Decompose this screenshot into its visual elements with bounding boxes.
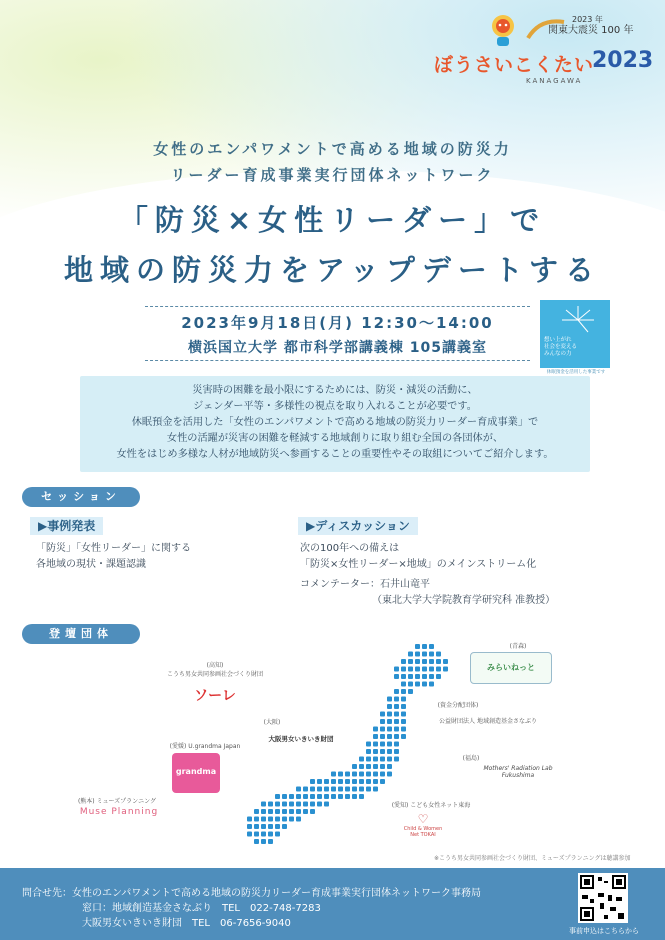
map-dot — [324, 779, 329, 784]
map-dot — [261, 824, 266, 829]
map-dot — [415, 682, 420, 687]
map-dot — [415, 644, 420, 649]
map-dot — [331, 772, 336, 777]
map-dot — [268, 809, 273, 814]
map-dot — [310, 802, 315, 807]
map-dot — [401, 704, 406, 709]
map-dot — [317, 794, 322, 799]
map-dot — [296, 794, 301, 799]
map-dot — [366, 749, 371, 754]
map-dot — [366, 772, 371, 777]
map-dot — [380, 734, 385, 739]
map-dot — [359, 757, 364, 762]
map-dot — [415, 667, 420, 672]
map-dot — [303, 809, 308, 814]
map-dot — [366, 779, 371, 784]
map-dot — [359, 794, 364, 799]
map-dot — [254, 809, 259, 814]
map-dot — [373, 772, 378, 777]
map-dot — [324, 794, 329, 799]
registration-qr-code[interactable] — [578, 873, 628, 923]
map-dot — [387, 719, 392, 724]
map-dot — [331, 794, 336, 799]
map-dot — [408, 659, 413, 664]
map-dot — [331, 787, 336, 792]
map-dot — [408, 652, 413, 657]
map-dot — [422, 644, 427, 649]
map-dot — [282, 824, 287, 829]
divider-top — [145, 306, 530, 307]
map-dot — [366, 757, 371, 762]
org-title-line2: リーダー育成事業実行団体ネットワーク — [170, 166, 495, 184]
map-dot — [373, 749, 378, 754]
map-dot — [422, 667, 427, 672]
map-dot — [254, 832, 259, 837]
map-dot — [275, 802, 280, 807]
map-dot — [261, 832, 266, 837]
map-dot — [394, 742, 399, 747]
map-dot — [422, 682, 427, 687]
map-dot — [345, 772, 350, 777]
badge-line2: 社会を変える — [544, 344, 578, 350]
mrl-name: Mothers' Radiation Lab Fukushima — [483, 765, 553, 779]
map-dot — [275, 794, 280, 799]
map-dot — [373, 734, 378, 739]
map-dot — [394, 749, 399, 754]
map-dot — [387, 734, 392, 739]
map-dot — [268, 832, 273, 837]
map-dot — [387, 712, 392, 717]
map-dot — [436, 674, 441, 679]
map-dot — [310, 779, 315, 784]
case-text-line1: 「防災」「女性リーダー」に関する — [36, 543, 191, 554]
map-dot — [429, 682, 434, 687]
map-dot — [394, 689, 399, 694]
muse-logo: Muse Planning — [79, 807, 159, 817]
map-dot — [408, 689, 413, 694]
map-dot — [380, 764, 385, 769]
map-dot — [359, 787, 364, 792]
org-name: ミューズプランニング — [96, 798, 157, 805]
map-dot — [345, 787, 350, 792]
map-dot — [310, 794, 315, 799]
map-dot — [394, 719, 399, 724]
org-region: (青森) — [509, 643, 527, 650]
map-dot — [387, 742, 392, 747]
discussion-line2: 「防災×女性リーダー×地域」のメインストリーム化 — [300, 559, 537, 570]
org-region: (愛媛) — [169, 743, 187, 750]
org-name: こども女性ネット東海 — [410, 802, 471, 809]
map-dot — [373, 764, 378, 769]
commentator-affiliation: （東北大学大学院教育学研究科 准教授） — [372, 595, 556, 606]
map-dot — [296, 809, 301, 814]
map-dot — [373, 787, 378, 792]
map-dot — [422, 659, 427, 664]
org-region: (高知) — [206, 662, 224, 669]
map-dot — [380, 757, 385, 762]
main-title-line2: 地域の防災力をアップデートする — [63, 253, 602, 287]
map-dot — [408, 682, 413, 687]
map-dot — [289, 809, 294, 814]
map-dot — [408, 674, 413, 679]
org-region: (福島) — [462, 755, 480, 762]
map-dot — [380, 772, 385, 777]
map-dot — [289, 794, 294, 799]
map-dot — [317, 802, 322, 807]
map-dot — [359, 764, 364, 769]
map-dot — [247, 817, 252, 822]
org-title-line1: 女性のエンパワメントで高める地域の防災力 — [153, 140, 512, 158]
map-dot — [254, 824, 259, 829]
map-dot — [359, 779, 364, 784]
map-dot — [296, 787, 301, 792]
map-dot — [247, 824, 252, 829]
intro-line: 女性の活躍が災害の困難を軽減する地域創りに取り組む全国の各団体が、 — [166, 433, 504, 444]
mirainet-logo — [470, 652, 552, 684]
map-dot — [429, 644, 434, 649]
map-dot — [261, 809, 266, 814]
map-dot — [436, 667, 441, 672]
org-region: (資金分配団体) — [437, 702, 479, 709]
map-dot — [408, 667, 413, 672]
heart-icon: ♡ — [417, 812, 429, 826]
map-dot — [268, 839, 273, 844]
map-dot — [429, 674, 434, 679]
logo-main-text: ぼうさいこくたい — [434, 54, 595, 76]
anniversary-year: 2023 年 — [572, 15, 603, 24]
map-dot — [366, 742, 371, 747]
map-dot — [324, 802, 329, 807]
dormant-deposit-badge — [540, 300, 610, 375]
map-dot — [394, 674, 399, 679]
map-dot — [401, 719, 406, 724]
map-dot — [310, 809, 315, 814]
map-dot — [338, 779, 343, 784]
map-dot — [415, 674, 420, 679]
footer — [0, 868, 665, 940]
intro-box — [80, 376, 590, 472]
map-dot — [345, 794, 350, 799]
map-dot — [303, 802, 308, 807]
anniversary-title: 関東大震災 100 年 — [548, 25, 634, 36]
map-dot — [394, 704, 399, 709]
sanaburi-name: 公益財団法人 地域創造基金さなぶり — [439, 718, 537, 725]
org-region: (大阪) — [263, 719, 281, 726]
map-dot — [268, 817, 273, 822]
map-dot — [380, 727, 385, 732]
map-dot — [436, 652, 441, 657]
map-dot — [380, 779, 385, 784]
map-dot — [254, 839, 259, 844]
logo-sub: KANAGAWA — [526, 77, 583, 85]
dandelion-icon — [558, 304, 598, 336]
case-text-line2: 各地域の現状・課題認識 — [36, 559, 146, 570]
intro-line: 休眠預金を活用した「女性のエンパワメントで高める地域の防災力リーダー育成事業」で — [131, 417, 539, 428]
map-dot — [352, 787, 357, 792]
map-dot — [317, 787, 322, 792]
map-dot — [387, 749, 392, 754]
org-name: こうち男女共同参画社会づくり財団 — [166, 671, 263, 678]
event-date: 2023年9月18日(月) 12:30～14:00 — [181, 314, 494, 332]
ugrandma-logo — [172, 753, 220, 793]
badge-line1: 想い上がれ — [544, 337, 572, 343]
map-dot — [331, 779, 336, 784]
map-dot — [394, 667, 399, 672]
map-dot — [338, 772, 343, 777]
groups-label: 登壇団体 — [22, 624, 140, 644]
map-dot — [254, 817, 259, 822]
osaka-name: 大阪男女いきいき財団 — [268, 735, 334, 743]
contact-line: 問合せ先：女性のエンパワメントで高める地域の防災力リーダー育成事業実行団体ネットワーク事務局 — [22, 888, 481, 899]
map-dot — [387, 697, 392, 702]
map-dot — [387, 772, 392, 777]
map-dot — [443, 667, 448, 672]
map-dot — [401, 734, 406, 739]
qr-label: 事前申込はこちらから — [569, 927, 639, 935]
map-dot — [345, 779, 350, 784]
map-dot — [296, 802, 301, 807]
map-dot — [401, 674, 406, 679]
map-dot — [394, 734, 399, 739]
divider-bottom — [145, 360, 530, 361]
map-dot — [324, 787, 329, 792]
map-dot — [338, 794, 343, 799]
map-dot — [261, 839, 266, 844]
map-dot — [401, 667, 406, 672]
logo-year: 2023 — [592, 48, 654, 73]
commentator-name: コメンテーター：石井山竜平 — [300, 579, 430, 590]
main-title-line1: 「防災×女性リーダー」で — [118, 203, 547, 237]
map-dot — [373, 742, 378, 747]
map-dot — [275, 817, 280, 822]
map-dot — [373, 757, 378, 762]
map-dot — [387, 727, 392, 732]
map-dot — [387, 764, 392, 769]
map-dot — [436, 659, 441, 664]
map-dot — [394, 712, 399, 717]
contact-osaka: 大阪男女いきいき財団 TEL 06-7656-9040 — [82, 918, 291, 929]
map-dot — [296, 817, 301, 822]
session-label: セッション — [22, 487, 140, 507]
map-dot — [352, 772, 357, 777]
child-women-logo — [400, 812, 446, 848]
map-dot — [380, 712, 385, 717]
map-dot — [268, 824, 273, 829]
map-dot — [380, 742, 385, 747]
map-dot — [401, 682, 406, 687]
map-dot — [401, 697, 406, 702]
map-dot — [303, 794, 308, 799]
case-heading: ▶事例発表 — [30, 517, 103, 535]
map-dot — [247, 832, 252, 837]
map-dot — [282, 817, 287, 822]
map-dot — [394, 727, 399, 732]
badge-line3: みんなの力 — [544, 351, 572, 357]
child-women-text: Child & Women Net TOKAI — [403, 826, 443, 838]
map-dot — [429, 667, 434, 672]
map-dot — [394, 697, 399, 702]
map-dot — [429, 652, 434, 657]
map-dot — [401, 712, 406, 717]
map-dot — [443, 659, 448, 664]
map-dot — [303, 787, 308, 792]
map-dot — [338, 787, 343, 792]
badge-foot: 休眠預金を活用した事業です — [546, 370, 606, 375]
ugrandma-text: grandma — [175, 767, 217, 776]
map-dot — [422, 674, 427, 679]
map-dot — [387, 704, 392, 709]
map-dot — [261, 802, 266, 807]
map-dot — [268, 802, 273, 807]
map-dot — [275, 832, 280, 837]
map-dot — [359, 772, 364, 777]
map-dot — [380, 719, 385, 724]
map-dot — [310, 787, 315, 792]
map-dot — [352, 779, 357, 784]
intro-line: 女性をはじめ多様な人材が地域防災へ参画することの重要性やその取組についてご紹介します。 — [116, 449, 554, 460]
discussion-line1: 次の100年への備えは — [300, 543, 400, 554]
map-dot — [373, 779, 378, 784]
map-dot — [415, 652, 420, 657]
map-dot — [401, 659, 406, 664]
map-dot — [429, 659, 434, 664]
map-dot — [289, 802, 294, 807]
map-dot — [387, 757, 392, 762]
map-dot — [422, 652, 427, 657]
map-dot — [282, 809, 287, 814]
map-dot — [380, 749, 385, 754]
org-name: U.grandma Japan — [188, 743, 241, 750]
map-dot — [317, 779, 322, 784]
map-dot — [289, 817, 294, 822]
map-dot — [282, 794, 287, 799]
map-dot — [401, 689, 406, 694]
map-dot — [415, 659, 420, 664]
map-dot — [394, 757, 399, 762]
mascot-icon — [488, 12, 518, 48]
bosai-kokutai-logo — [430, 10, 655, 85]
map-dot — [352, 794, 357, 799]
map-dot — [366, 764, 371, 769]
discussion-heading: ▶ディスカッション — [298, 517, 418, 535]
intro-line: 災害時の困難を最小限にするためには、防災・減災の活動に、 — [192, 385, 478, 396]
map-dot — [373, 727, 378, 732]
org-region: (熊本) — [77, 798, 95, 805]
attendance-note: ※こうち男女共同参画社会づくり財団、ミューズプランニングは聴講参加 — [434, 855, 631, 862]
org-region: (愛知) — [391, 802, 409, 809]
map-dot — [282, 802, 287, 807]
map-dot — [275, 809, 280, 814]
sorare-logo: ソーレ — [194, 688, 236, 704]
contact-sanaburi: 窓口：地域創造基金さなぶり TEL 022-748-7283 — [82, 903, 321, 914]
map-dot — [261, 817, 266, 822]
map-dot — [366, 787, 371, 792]
intro-line: ジェンダー平等・多様性の視点を取り入れることが必要です。 — [193, 401, 477, 412]
map-dot — [401, 727, 406, 732]
map-dot — [352, 764, 357, 769]
mirainet-text: みらいねっと — [487, 663, 535, 672]
event-venue: 横浜国立大学 都市科学部講義棟 105講義室 — [188, 340, 487, 356]
map-dot — [275, 824, 280, 829]
